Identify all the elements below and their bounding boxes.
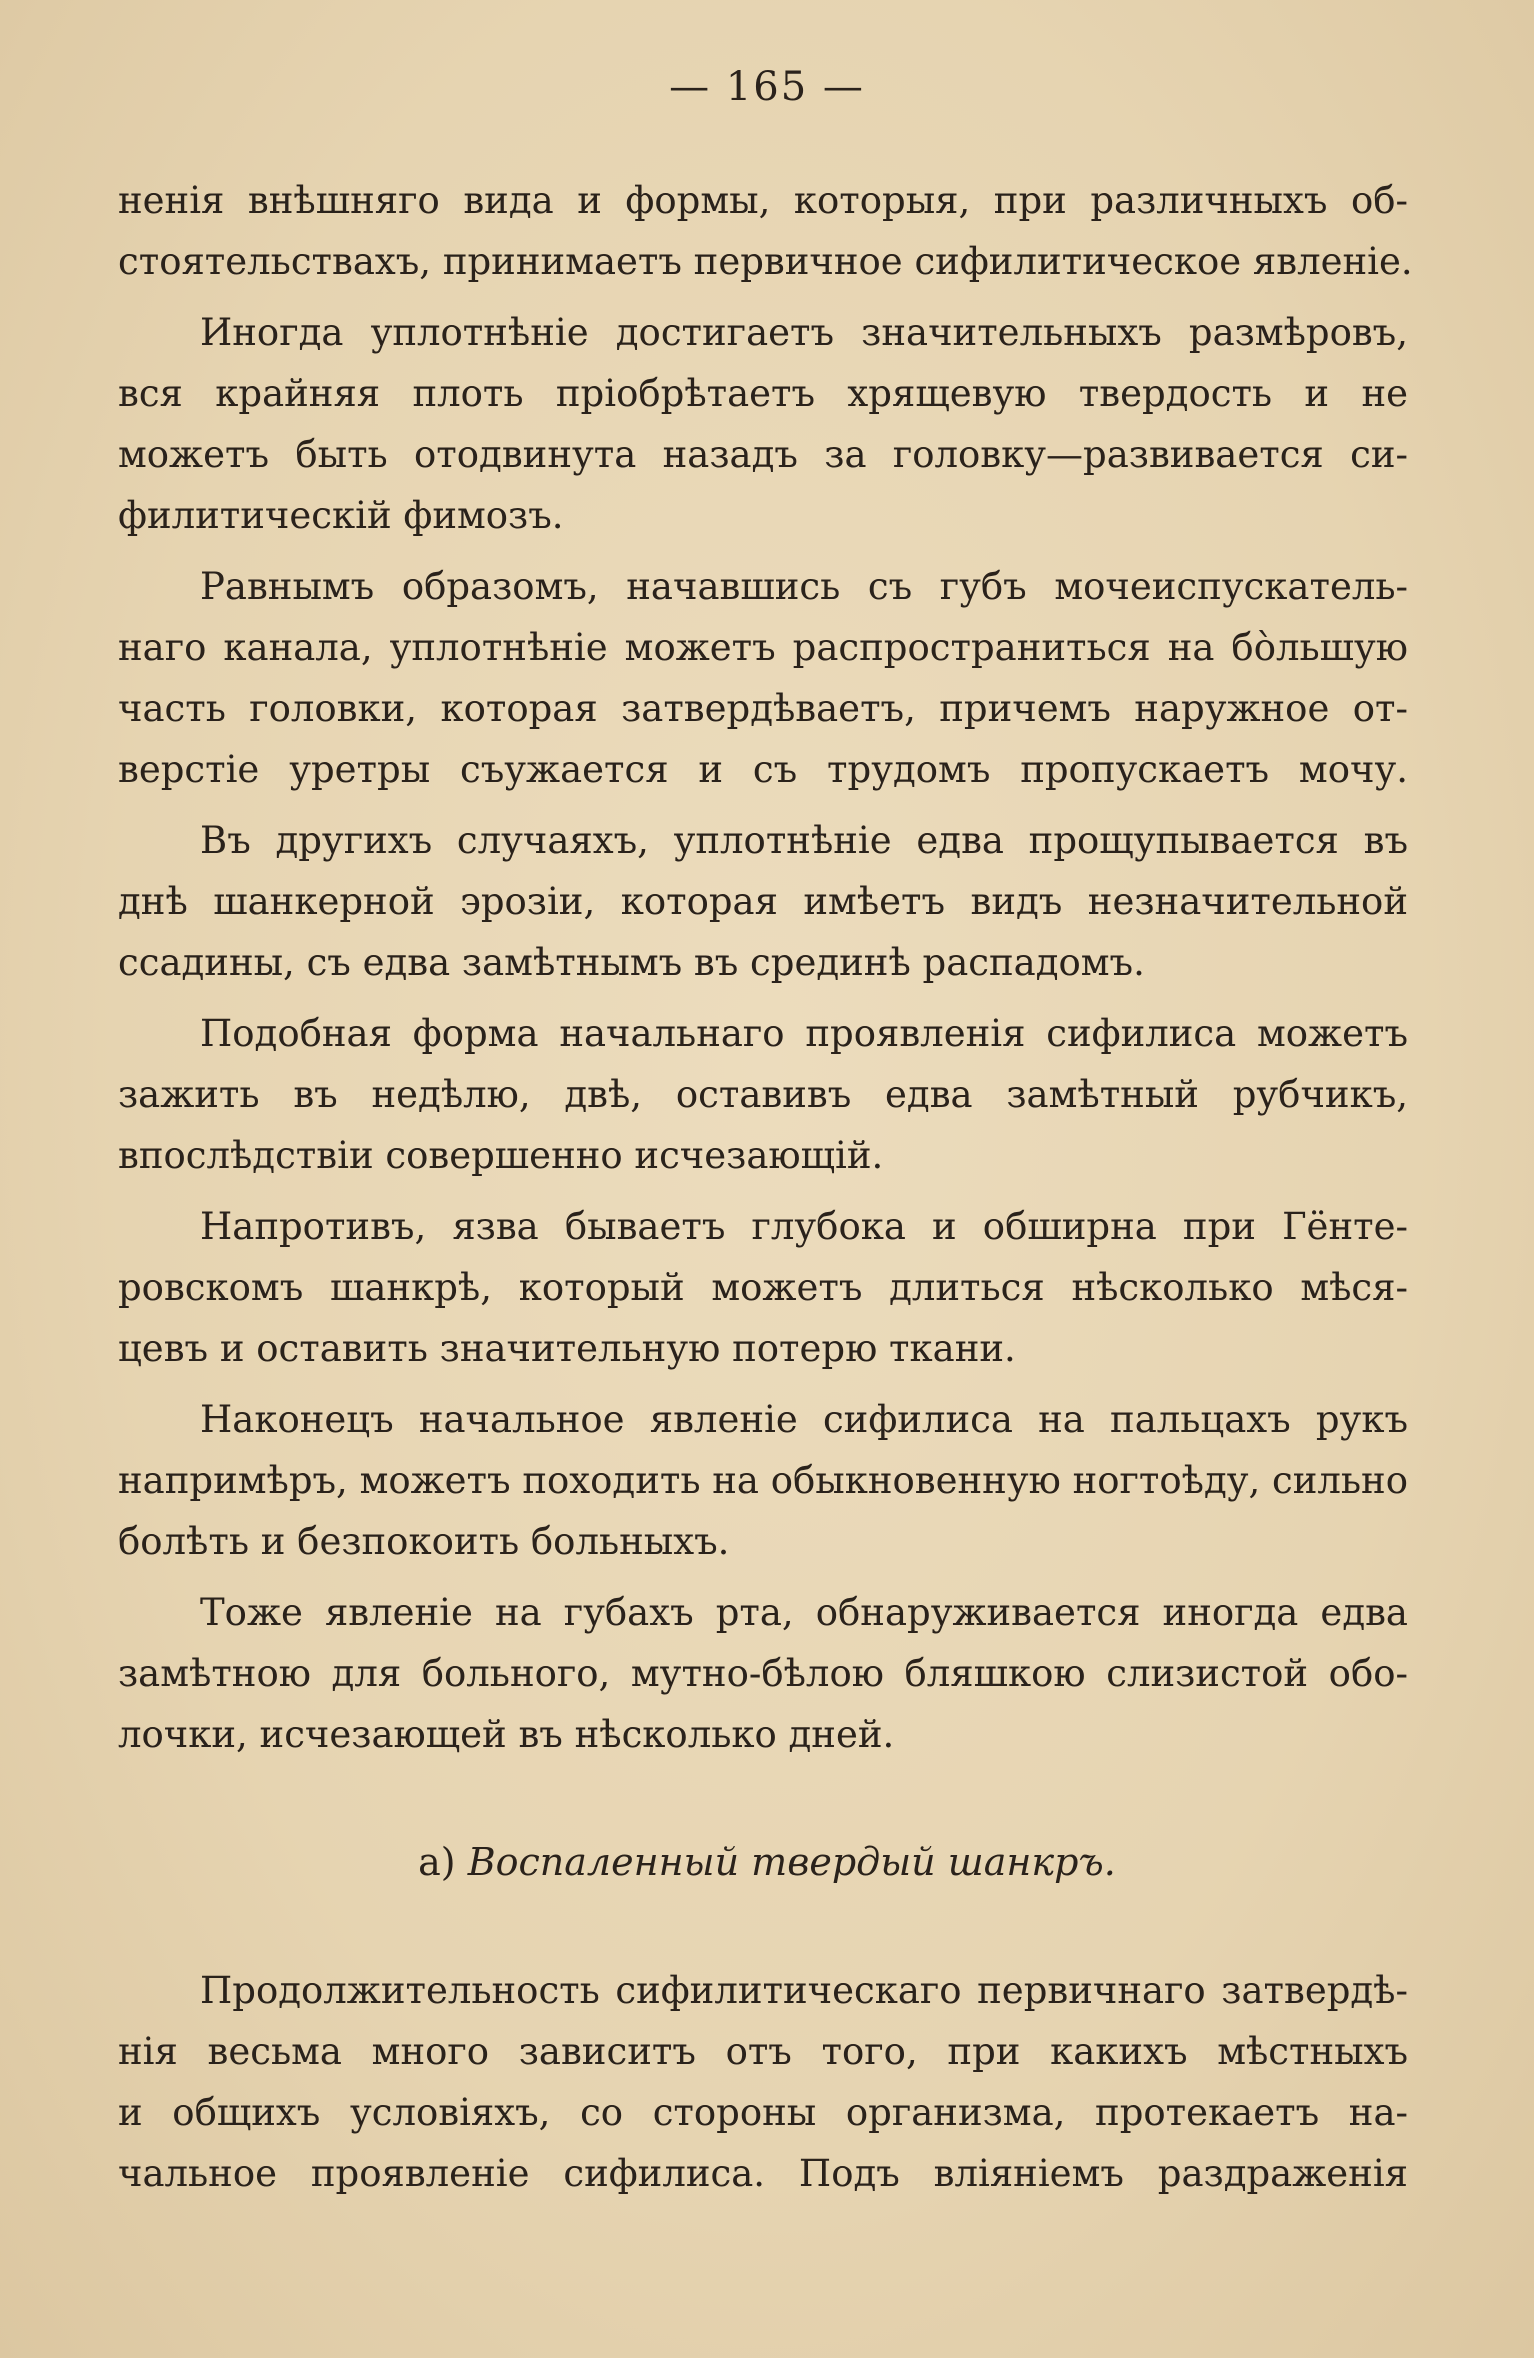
text-line: днѣ шанкерной эрозіи, которая имѣетъ видъ незначительной [118, 880, 1408, 923]
paragraph [118, 1389, 1408, 1572]
text-line: чальное проявленіе сифилиса. Подъ вліяніемъ раздраженія [118, 2152, 1408, 2195]
paragraph [118, 1582, 1408, 1765]
text-line: впослѣдствіи совершенно исчезающій. [118, 1134, 884, 1177]
text-line: ровскомъ шанкрѣ, который можетъ длиться нѣсколько мѣся- [118, 1266, 1408, 1309]
text-line: лочки, исчезающей въ нѣсколько дней. [118, 1713, 895, 1756]
text-line: ненія внѣшняго вида и формы, которыя, при различныхъ об- [118, 179, 1408, 222]
text-line: Въ другихъ случаяхъ, уплотнѣніе едва прощупывается въ [200, 819, 1408, 862]
text-line: Наконецъ начальное явленіе сифилиса на пальцахъ рукъ [200, 1398, 1408, 1441]
text-line: Продолжительность сифилитическаго первичнаго затвердѣ- [200, 1969, 1408, 2012]
page-number: — 165 — [669, 64, 865, 110]
text-line: зажить въ недѣлю, двѣ, оставивъ едва замѣтный рубчикъ, [118, 1073, 1408, 1116]
text-line: болѣть и безпокоить больныхъ. [118, 1520, 730, 1563]
text-line: наго канала, уплотнѣніе можетъ распространиться на бо̀льшую [118, 626, 1408, 669]
paragraph [118, 170, 1413, 292]
section-heading [0, 1840, 1534, 1884]
paragraph [118, 810, 1408, 993]
paragraph [118, 302, 1408, 546]
text-line: цевъ и оставить значительную потерю ткани. [118, 1327, 1016, 1370]
text-line: часть головки, которая затвердѣваетъ, причемъ наружное от- [118, 687, 1408, 730]
section-text [118, 1960, 1408, 2214]
text-line: Тоже явленіе на губахъ рта, обнаруживается иногда едва [200, 1591, 1408, 1634]
text-line: вся крайняя плоть пріобрѣтаетъ хрящевую твердость и не [118, 372, 1408, 415]
text-line: стоятельствахъ, принимаетъ первичное сифилитическое явленіе. [118, 240, 1413, 283]
paragraph [118, 1003, 1408, 1186]
text-line: напримѣръ, можетъ походить на обыкновенную ногтоѣду, сильно [118, 1459, 1408, 1502]
text-line: Напротивъ, язва бываетъ глубока и обширна при Гёнте- [200, 1205, 1408, 1248]
text-line: Равнымъ образомъ, начавшись съ губъ мочеиспускатель- [200, 565, 1408, 608]
text-line: замѣтною для больного, мутно-бѣлою бляшкою слизистой обо- [118, 1652, 1408, 1695]
text-line: и общихъ условіяхъ, со стороны организма, протекаетъ на- [118, 2091, 1408, 2134]
text-line: ссадины, съ едва замѣтнымъ въ срединѣ распадомъ. [118, 941, 1145, 984]
paragraph [118, 1960, 1408, 2204]
text-line: можетъ быть отодвинута назадъ за головку—развивается си- [118, 433, 1408, 476]
paragraph [118, 556, 1408, 800]
text-line: Иногда уплотнѣніе достигаетъ значительныхъ размѣровъ, [200, 311, 1408, 354]
section-heading-label: a) [418, 1840, 456, 1884]
text-line: нія весьма много зависитъ отъ того, при какихъ мѣстныхъ [118, 2030, 1408, 2073]
section-heading-title: Воспаленный твердый шанкръ. [467, 1840, 1116, 1884]
paragraph [118, 1196, 1408, 1379]
main-text [118, 170, 1413, 1775]
text-line: филитическій фимозъ. [118, 494, 564, 537]
text-line: Подобная форма начальнаго проявленія сифилиса можетъ [200, 1012, 1408, 1055]
text-line: верстіе уретры съужается и съ трудомъ пропускаетъ мочу. [118, 748, 1408, 791]
